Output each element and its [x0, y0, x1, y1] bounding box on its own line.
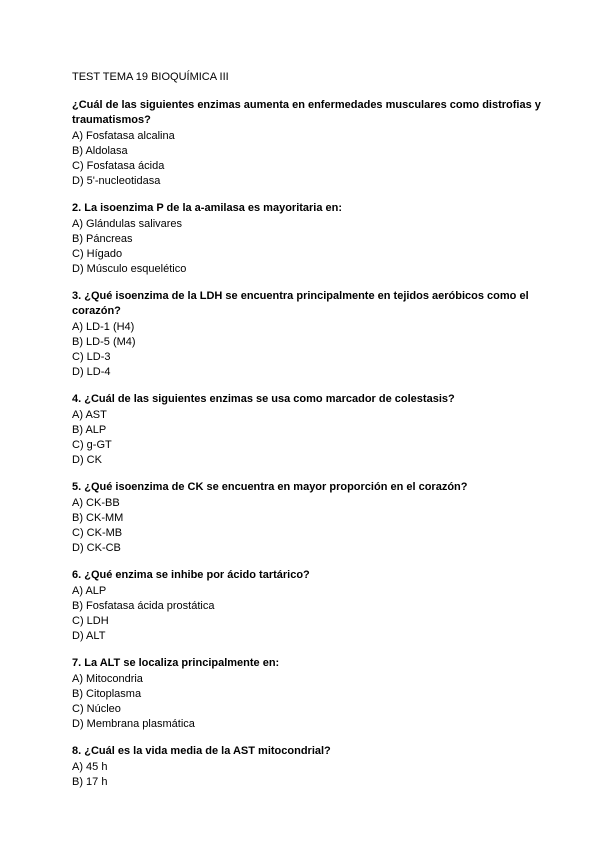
answer-option: C) g-GT — [72, 439, 112, 451]
question-list — [72, 98, 542, 790]
answer-option: A) Glándulas salivares — [72, 218, 183, 230]
answer-option: B) Páncreas — [72, 233, 133, 245]
question-2 — [72, 201, 542, 277]
answer-option: A) Mitocondria — [72, 673, 143, 685]
question-5 — [72, 480, 542, 556]
answer-option: D) Músculo esquelético — [72, 263, 187, 275]
question-text: 8. ¿Cuál es la vida media de la AST mitocondrial? — [72, 745, 331, 757]
question-8 — [72, 744, 542, 790]
answer-option: C) Hígado — [72, 248, 123, 260]
answer-option: A) AST — [72, 409, 107, 421]
answer-option: C) LDH — [72, 615, 109, 627]
answer-option: B) Citoplasma — [72, 688, 142, 700]
answer-option: D) ALT — [72, 630, 106, 642]
answer-option: A) Fosfatasa alcalina — [72, 130, 175, 142]
answer-option: A) ALP — [72, 585, 107, 597]
answer-option: C) CK-MB — [72, 527, 123, 539]
answer-option: D) CK-CB — [72, 542, 121, 554]
question-text: 4. ¿Cuál de las siguientes enzimas se usa como marcador de colestasis? — [72, 393, 455, 405]
question-7 — [72, 656, 542, 732]
question-text: 2. La isoenzima P de la a-amilasa es mayoritaria en: — [72, 202, 343, 214]
answer-option: B) ALP — [72, 424, 107, 436]
answer-option: A) CK-BB — [72, 497, 120, 509]
answer-option: C) LD-3 — [72, 351, 111, 363]
answer-option: D) LD-4 — [72, 366, 111, 378]
answer-option: A) 45 h — [72, 761, 108, 773]
question-text: 7. La ALT se localiza principalmente en: — [72, 657, 280, 669]
document-page — [72, 70, 542, 802]
document-title: TEST TEMA 19 BIOQUÍMICA III — [72, 71, 229, 83]
answer-option: B) CK-MM — [72, 512, 124, 524]
question-1 — [72, 98, 542, 189]
question-3 — [72, 289, 542, 380]
question-4 — [72, 392, 542, 468]
answer-option: B) 17 h — [72, 776, 108, 788]
answer-option: D) CK — [72, 454, 102, 466]
answer-option: B) LD-5 (M4) — [72, 336, 136, 348]
question-text: 6. ¿Qué enzima se inhibe por ácido tartárico? — [72, 569, 310, 581]
answer-option: A) LD-1 (H4) — [72, 321, 135, 333]
answer-option: D) Membrana plasmática — [72, 718, 195, 730]
question-text: ¿Cuál de las siguientes enzimas aumenta en enfermedades musculares como distrofias y traumatismos? — [72, 99, 541, 126]
answer-option: C) Núcleo — [72, 703, 121, 715]
question-6 — [72, 568, 542, 644]
answer-option: C) Fosfatasa ácida — [72, 160, 165, 172]
answer-option: B) Aldolasa — [72, 145, 128, 157]
question-text: 3. ¿Qué isoenzima de la LDH se encuentra principalmente en tejidos aeróbicos como el corazón? — [72, 290, 529, 317]
answer-option: D) 5'-nucleotidasa — [72, 175, 161, 187]
answer-option: B) Fosfatasa ácida prostática — [72, 600, 215, 612]
question-text: 5. ¿Qué isoenzima de CK se encuentra en mayor proporción en el corazón? — [72, 481, 468, 493]
